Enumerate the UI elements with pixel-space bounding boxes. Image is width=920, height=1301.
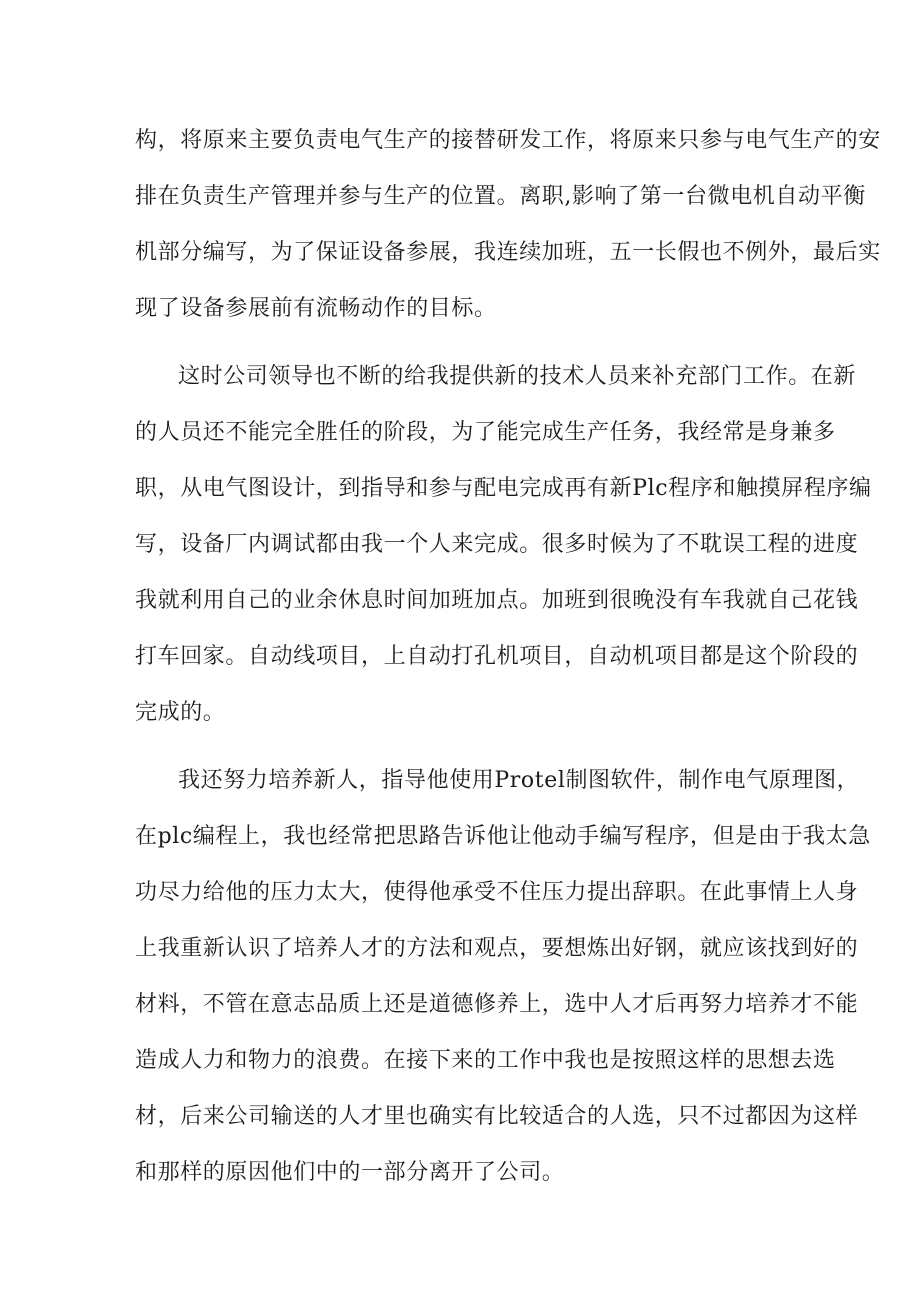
text-line: 构，将原来主要负责电气生产的接替研发工作，将原来只参与电气生产的安 bbox=[135, 128, 881, 153]
text-line: 我就利用自己的业余休息时间加班加点。加班到很晚没有车我就自己花钱 bbox=[135, 588, 859, 613]
text-line: 上我重新认识了培养人才的方法和观点，要想炼出好钢，就应该找到好的 bbox=[135, 936, 859, 961]
text-line: 材料，不管在意志品质上还是道德修养上，选中人才后再努力培养才不能 bbox=[135, 992, 859, 1017]
text-line: 职，从电气图设计，到指导和参与配电完成再有新Plc程序和触摸屏程序编 bbox=[135, 476, 872, 501]
text-line: 排在负责生产管理并参与生产的位置。离职,影响了第一台微电机自动平衡 bbox=[135, 184, 866, 209]
text-line: 造成人力和物力的浪费。在接下来的工作中我也是按照这样的思想去选 bbox=[135, 1048, 836, 1073]
text-line: 这时公司领导也不断的给我提供新的技术人员来补充部门工作。在新 bbox=[178, 364, 857, 389]
text-line: 我还努力培养新人，指导他使用Protel制图软件，制作电气原理图， bbox=[178, 768, 860, 793]
text-line: 和那样的原因他们中的一部分离开了公司。 bbox=[135, 1160, 565, 1185]
text-line: 在plc编程上，我也经常把思路告诉他让他动手编写程序，但是由于我太急 bbox=[135, 824, 871, 849]
text-line: 现了设备参展前有流畅动作的目标。 bbox=[135, 296, 497, 321]
text-line: 完成的。 bbox=[135, 700, 226, 725]
text-line: 写，设备厂内调试都由我一个人来完成。很多时候为了不耽误工程的进度 bbox=[135, 532, 859, 557]
text-line: 功尽力给他的压力太大，使得他承受不住压力提出辞职。在此事情上人身 bbox=[135, 880, 859, 905]
text-line: 材，后来公司输送的人才里也确实有比较适合的人选，只不过都因为这样 bbox=[135, 1104, 859, 1129]
text-line: 的人员还不能完全胜任的阶段，为了能完成生产任务，我经常是身兼多 bbox=[135, 420, 836, 445]
text-line: 机部分编写，为了保证设备参展，我连续加班，五一长假也不例外，最后实 bbox=[135, 240, 881, 265]
text-line: 打车回家。自动线项目，上自动打孔机项目，自动机项目都是这个阶段的 bbox=[135, 644, 859, 669]
